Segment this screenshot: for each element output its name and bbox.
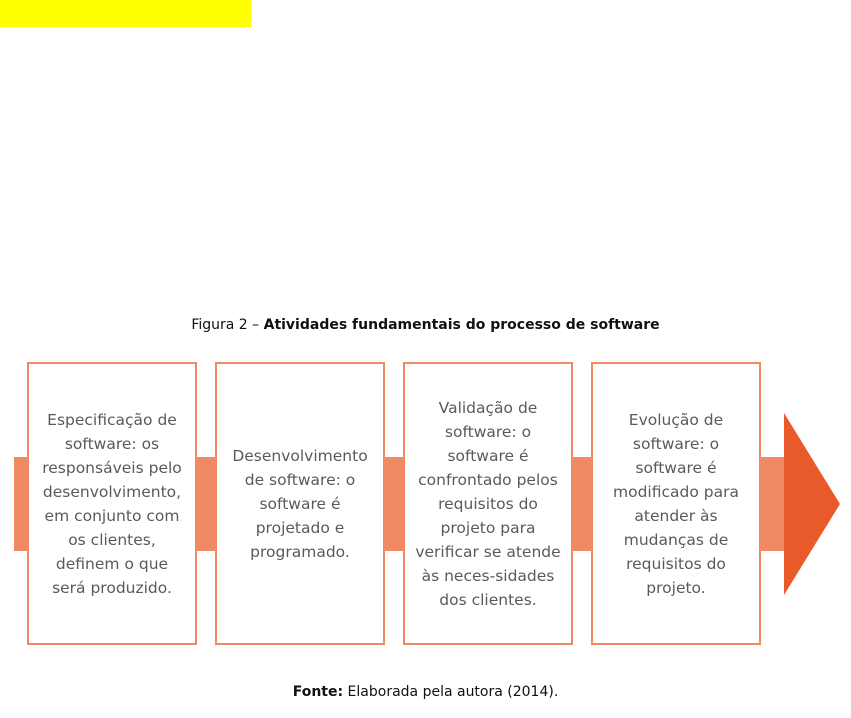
activity-text: Desenvolvimento de software: o software é projetado e programado. (232, 446, 368, 561)
activity-box-specification (27, 362, 197, 645)
figure-title-prefix: Figura 2 – (191, 317, 260, 333)
figure-source-text: Elaborada pela autora (2014). (347, 684, 559, 700)
activity-text: Validação de software: o software é confrontado pelos requisitos do projeto para verificar se atende às neces-sidades dos clientes. (415, 398, 561, 609)
figure-title-bold: Atividades fundamentais do processo de software (263, 317, 660, 333)
activity-text: Evolução de software: o software é modificado para atender às mudanças de requisitos do projeto. (613, 410, 739, 597)
activity-box-evolution (591, 362, 761, 645)
arrow-head-icon (784, 413, 840, 595)
figure-source (0, 684, 851, 700)
activity-box-validation (403, 362, 573, 645)
activity-box-development (215, 362, 385, 645)
activity-text: Especificação de software: os responsáveis pelo desenvolvimento, em conjunto com os clientes, definem o que será produzido. (42, 410, 182, 597)
figure-source-label: Fonte: (292, 684, 344, 700)
